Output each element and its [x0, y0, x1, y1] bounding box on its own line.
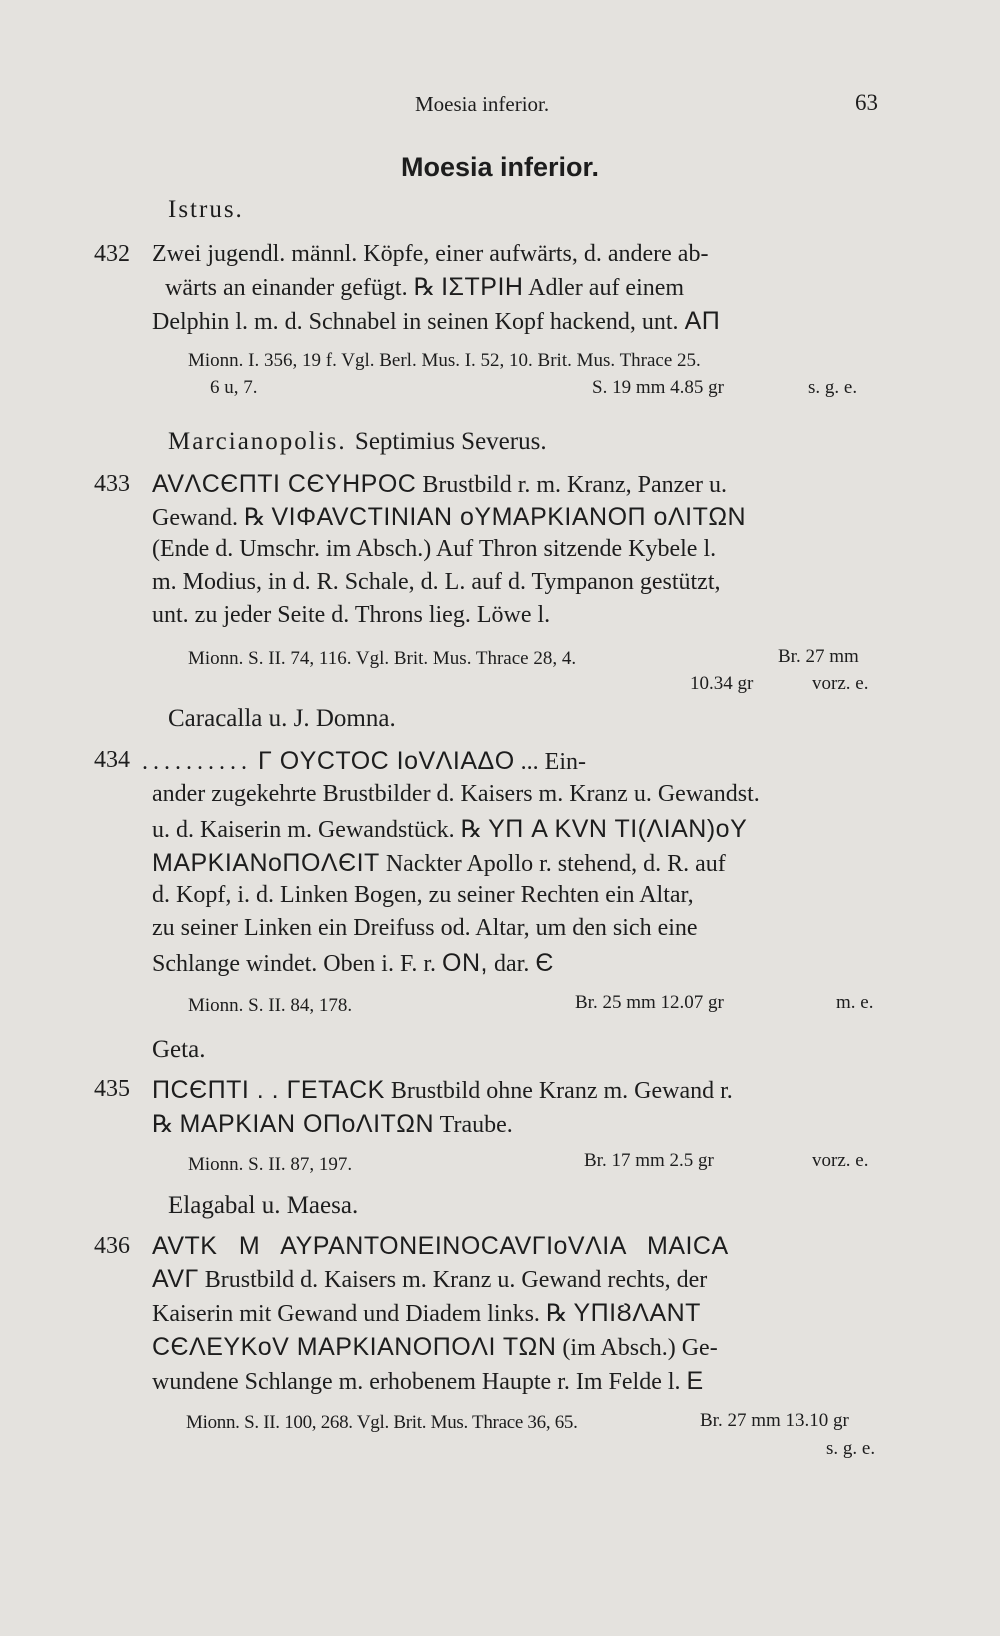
entry-433-line-5: unt. zu jeder Seite d. Throns lieg. Löwe l. [152, 602, 551, 628]
entry-436-line-5: wundene Schlange m. erhobenem Haupte r. Im Felde l. E [152, 1367, 704, 1395]
reverse-symbol: ℞ [152, 1112, 174, 1138]
entry-433-metal-size: Br. 27 mm [778, 646, 859, 667]
entry-436-reference: Mionn. S. II. 100, 268. Vgl. Brit. Mus. Thrace 36, 65. [186, 1412, 578, 1433]
entry-434-line-7: Schlange windet. Oben i. F. r. ON, dar. Є [152, 949, 554, 977]
running-head: Moesia inferior. [415, 92, 550, 116]
entry-435-reference: Mionn. S. II. 87, 197. [188, 1154, 353, 1175]
city-heading-marcianopolis: Marcianopolis. Septimius Severus. [168, 428, 547, 455]
entry-434-line-3: u. d. Kaiserin m. Gewandstück. ℞ YΠ A KVN TI(ΛIAN)oY [152, 815, 748, 843]
greek-legend: Γ OYCTOC IoVΛIAΔO [258, 747, 515, 775]
entry-432-reference: Mionn. I. 356, 19 f. Vgl. Berl. Mus. I. 52, 10. Brit. Mus. Thrace 25. [188, 350, 701, 371]
greek-legend: AVΛCЄΠTI CЄYHPOC [152, 470, 417, 498]
entry-432-condition: s. g. e. [808, 377, 858, 398]
entry-432-ref-cont: 6 u, 7. [210, 377, 258, 398]
entry-432-line-1: Zwei jugendl. männl. Köpfe, einer aufwärts, d. andere ab- [152, 241, 709, 267]
entry-436-metal-size: Br. 27 mm 13.10 gr [700, 1410, 849, 1431]
greek-legend: AΠ [684, 307, 721, 335]
greek-legend: AVTK M AYPANTONEINOCAVΓIoVΛIA MAICA [152, 1232, 729, 1260]
section-title: Moesia inferior. [400, 152, 600, 182]
entry-number-432: 432 [94, 241, 130, 267]
entry-432-line-3: Delphin l. m. d. Schnabel in seinen Kopf hackend, unt. AΠ [152, 307, 721, 335]
greek-legend: AVΓ [152, 1265, 199, 1293]
ruler-heading-elagabal: Elagabal u. Maesa. [168, 1192, 359, 1219]
entry-433-reference: Mionn. S. II. 74, 116. Vgl. Brit. Mus. Thrace 28, 4. [188, 648, 577, 669]
ruler-heading-geta: Geta. [152, 1036, 206, 1063]
entry-432-metal-size: S. 19 mm 4.85 gr [592, 377, 724, 398]
entry-436-line-2: AVΓ Brustbild d. Kaisers m. Kranz u. Gewand rechts, der [152, 1265, 708, 1293]
entry-434-line-4: MAPKIANoΠOΛЄIT Nackter Apollo r. stehend, d. R. auf [152, 849, 726, 877]
greek-legend: IΣTPIH [441, 273, 524, 301]
entry-number-434: 434 [94, 747, 130, 773]
greek-legend: VIΦAVCTINIAN oYMAPKIANOΠ oΛITΩN [271, 503, 747, 531]
entry-433-line-4: m. Modius, in d. R. Schale, d. L. auf d. Tympanon gestützt, [152, 569, 721, 595]
reverse-symbol: ℞ [243, 505, 266, 531]
entry-436-line-3: Kaiserin mit Gewand und Diadem links. ℞ YΠIȢΛANT [152, 1299, 701, 1327]
entry-436-line-1 [152, 1232, 729, 1261]
greek-legend: MAPKIAN OΠoΛITΩN [179, 1110, 435, 1138]
entry-435-line-2: ℞ MAPKIAN OΠoΛITΩN Traube. [152, 1110, 513, 1138]
greek-legend: CЄΛEYKoV MAPKIANOΠOΛI TΩN [152, 1333, 557, 1361]
entry-434-metal-size: Br. 25 mm 12.07 gr [575, 992, 724, 1013]
entry-435-condition: vorz. e. [812, 1150, 869, 1171]
entry-434-line-6: zu seiner Linken ein Dreifuss od. Altar, um den sich eine [152, 915, 698, 941]
entry-436-line-4: CЄΛEYKoV MAPKIANOΠOΛI TΩN (im Absch.) Ge- [152, 1333, 718, 1361]
greek-legend: E [686, 1367, 704, 1395]
entry-number-433: 433 [94, 471, 130, 497]
greek-legend: YΠIȢΛANT [573, 1299, 701, 1327]
entry-434-line-2: ander zugekehrte Brustbilder d. Kaisers m. Kranz u. Gewandst. [152, 781, 760, 807]
entry-433-weight: 10.34 gr [690, 673, 754, 694]
entry-number-435: 435 [94, 1076, 130, 1102]
greek-legend: ON, [442, 949, 488, 977]
entry-432-line-2: wärts an einander gefügt. ℞ IΣTPIH Adler auf einem [165, 273, 685, 301]
city-heading-istrus: Istrus. [168, 196, 244, 223]
entry-434-line-5: d. Kopf, i. d. Linken Bogen, zu seiner Rechten ein Altar, [152, 882, 694, 908]
entry-435-metal-size: Br. 17 mm 2.5 gr [584, 1150, 714, 1171]
ruler-name: Septimius Severus. [354, 428, 547, 455]
entry-434-reference: Mionn. S. II. 84, 178. [188, 995, 353, 1016]
entry-434-condition: m. e. [836, 992, 874, 1013]
entry-433-condition: vorz. e. [812, 673, 869, 694]
entry-436-condition: s. g. e. [826, 1438, 876, 1459]
entry-number-436: 436 [94, 1233, 130, 1259]
greek-legend: Є [535, 949, 554, 977]
entry-433-line-2: Gewand. ℞ VIΦAVCTINIAN oYMAPKIANOΠ oΛITΩN [152, 503, 747, 531]
greek-legend: MAPKIANoΠOΛЄIT [152, 849, 380, 877]
reverse-symbol: ℞ [460, 817, 483, 843]
greek-legend: ΠCЄΠTI . . ΓETACK [152, 1076, 385, 1104]
entry-433-line-3: (Ende d. Umschr. im Absch.) Auf Thron sitzende Kybele l. [152, 536, 717, 562]
entry-435-line-1: ΠCЄΠTI . . ΓETACK Brustbild ohne Kranz m. Gewand r. [152, 1076, 733, 1104]
page-number: 63 [855, 90, 878, 115]
reverse-symbol: ℞ [545, 1301, 568, 1327]
entry-434-line-1: .......... Γ OYCTOC IoVΛIAΔO ... Ein- [142, 747, 586, 775]
reverse-symbol: ℞ [413, 275, 436, 301]
greek-legend: YΠ A KVN TI(ΛIAN)oY [488, 815, 748, 843]
entry-433-line-1: AVΛCЄΠTI CЄYHPOC Brustbild r. m. Kranz, Panzer u. [152, 470, 727, 498]
ruler-heading-caracalla: Caracalla u. J. Domna. [168, 705, 396, 732]
